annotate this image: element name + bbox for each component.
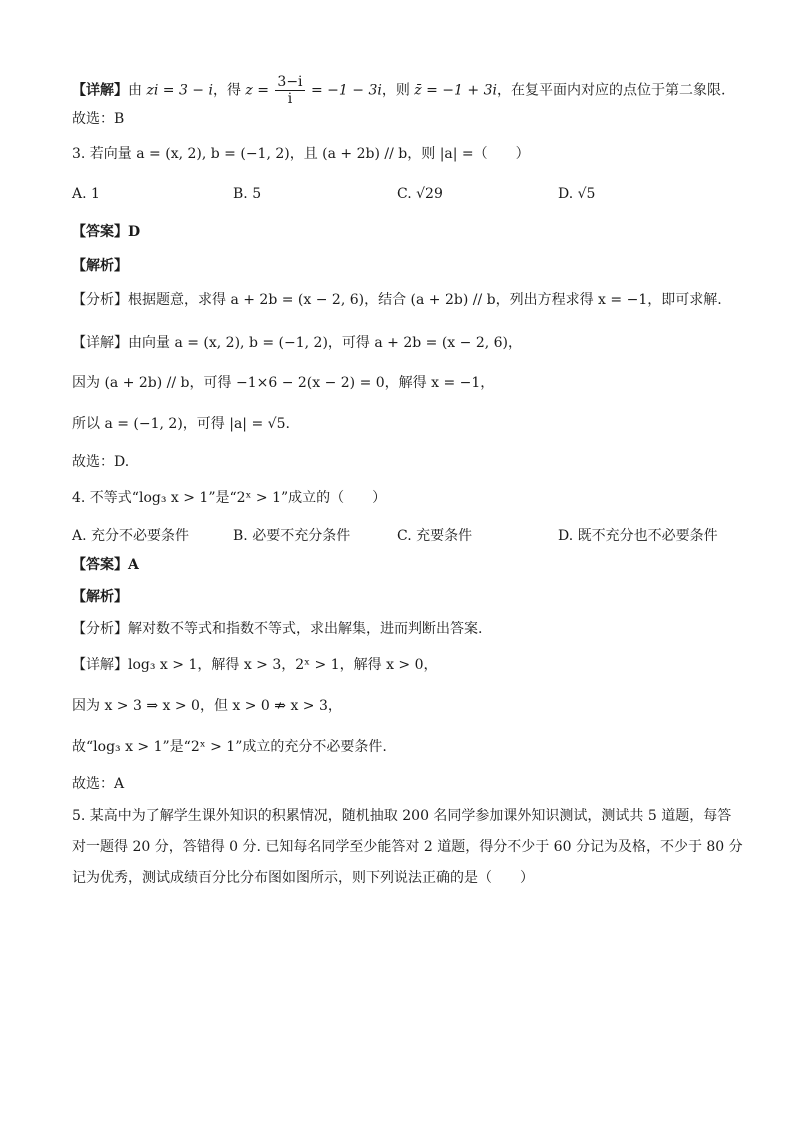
q3-choose: 故选：D.: [72, 454, 130, 470]
q5-line-3: 记为优秀，测试成绩百分比分布图如图所示，则下列说法正确的是（ ）: [72, 870, 534, 886]
q4-option-d: D. 既不充分也不必要条件: [558, 528, 718, 544]
q4-fenxi: 【分析】解对数不等式和指数不等式，求出解集，进而判断出答案.: [72, 621, 483, 637]
fraction-denominator: i: [287, 91, 293, 107]
q3-analysis-tag: 【解析】: [72, 258, 128, 274]
detail-tag: 【详解】: [72, 82, 128, 99]
question-3-stem: 3. 若向量 a = (x, 2), b = (−1, 2)，且 (a + 2b) // b，则 |a| =（ ）: [72, 146, 530, 162]
q3-answer: 【答案】D: [72, 224, 141, 240]
choose-line: 故选：B: [72, 111, 125, 127]
q5-line-2: 对一题得 20 分，答错得 0 分. 已知每名同学至少能答对 2 道题，得分不少于 60 分记为及格，不少于 80 分: [72, 839, 743, 855]
q3-option-a: A. 1: [72, 186, 100, 202]
q4-option-c: C. 充要条件: [397, 528, 473, 544]
q4-answer: 【答案】A: [72, 557, 139, 573]
q3-option-c: C. √29: [397, 186, 443, 202]
question-4-stem: 4. 不等式“log₃ x > 1”是“2ˣ > 1”成立的（ ）: [72, 490, 387, 506]
detail-line-q2: [72, 74, 725, 107]
q4-choose: 故选：A: [72, 776, 125, 792]
math-expression: zi = 3 − i: [146, 82, 213, 99]
math-expression: z̄ = −1 + 3i: [414, 82, 497, 99]
q4-option-a: A. 充分不必要条件: [72, 528, 190, 544]
q4-xiangjie-3: 故“log₃ x > 1”是“2ˣ > 1”成立的充分不必要条件.: [72, 739, 387, 755]
q3-fenxi: 【分析】根据题意，求得 a + 2b = (x − 2, 6)，结合 (a + 2b) // b，列出方程求得 x = −1，即可求解.: [72, 292, 722, 308]
q4-analysis-tag: 【解析】: [72, 589, 128, 605]
q3-xiangjie-2: 因为 (a + 2b) // b，可得 −1×6 − 2(x − 2) = 0，解得 x = −1，: [72, 375, 495, 391]
q4-option-b: B. 必要不充分条件: [233, 528, 351, 544]
text-segment: ，则: [381, 82, 410, 99]
q4-xiangjie-1: 【详解】log₃ x > 1，解得 x > 3，2ˣ > 1，解得 x > 0，: [72, 657, 438, 673]
text-segment: ，在复平面内对应的点位于第二象限.: [496, 82, 726, 99]
text-segment: 由: [128, 82, 142, 99]
q3-xiangjie-3: 所以 a = (−1, 2)，可得 |a| = √5.: [72, 416, 290, 432]
q3-option-d: D. √5: [558, 186, 596, 202]
q3-option-b: B. 5: [233, 186, 262, 202]
fraction-numerator: 3−i: [277, 74, 303, 90]
fraction: [275, 74, 304, 107]
q5-line-1: 5. 某高中为了解学生课外知识的积累情况，随机抽取 200 名同学参加课外知识测试，测试共 5 道题，每答: [72, 808, 732, 824]
q3-xiangjie-1: 【详解】由向量 a = (x, 2), b = (−1, 2)，可得 a + 2b = (x − 2, 6)，: [72, 335, 523, 351]
math-expression: = −1 − 3i: [311, 82, 382, 99]
q4-xiangjie-2: 因为 x > 3 ⇒ x > 0，但 x > 0 ⇏ x > 3，: [72, 698, 342, 714]
math-expression: z =: [245, 82, 269, 99]
text-segment: ，得: [212, 82, 241, 99]
